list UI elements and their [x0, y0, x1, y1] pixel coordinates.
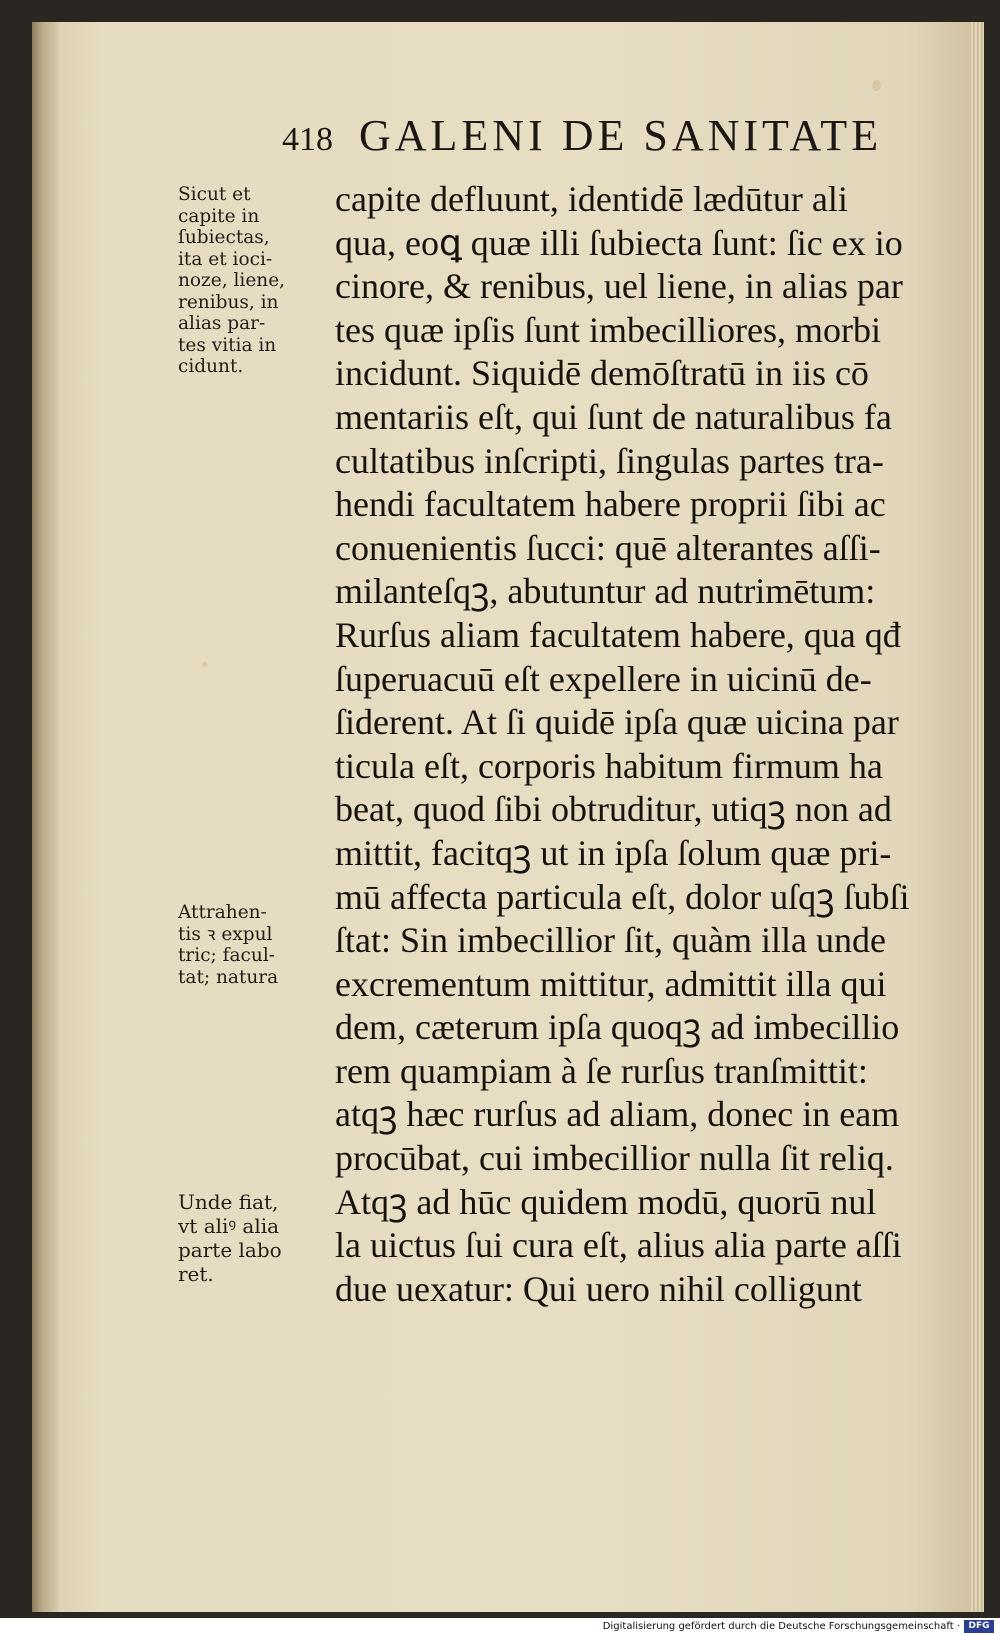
text-line: mentariis eſt, qui ſunt de naturalibus fa — [335, 396, 892, 437]
text-line: excrementum mittitur, admittit illa qui — [335, 963, 887, 1004]
text-line: cultatibus inſcripti, ſingulas partes tra- — [335, 440, 884, 481]
marginal-note-3 — [178, 1190, 328, 1286]
note-line: alias par- — [178, 313, 266, 334]
note-line: Unde fiat, — [178, 1190, 279, 1214]
text-line: capite defluunt, identidē lædūtur ali — [335, 179, 848, 219]
dfg-logo-badge: DFG — [964, 1620, 994, 1633]
text-line: ſtat: Sin imbecillior ſit, quàm illa unde — [335, 920, 886, 961]
note-line: capite in — [178, 205, 260, 227]
note-line: cidunt. — [178, 356, 244, 377]
text-line: qua, eoꝗ quæ illi ſubiecta ſunt: ſic ex io — [335, 222, 903, 263]
note-line: Attrahen- — [178, 902, 267, 923]
text-line: beat, quod ſibi obtruditur, utiqꝫ non ad — [335, 789, 892, 830]
note-line: tat; natura — [178, 966, 279, 988]
note-line: vt aliꝰ alia — [178, 1214, 280, 1238]
text-line: mittit, facitqꝫ ut in ipſa ſolum quæ pri- — [335, 832, 892, 873]
main-text-block — [335, 178, 975, 1311]
note-line: ita et ioci- — [178, 248, 273, 270]
note-line: tric; facul- — [178, 945, 275, 966]
text-line: incidunt. Siquidē demōſtratū in iis cō — [335, 353, 869, 394]
digitization-credit: Digitalisierung gefördert durch die Deutsche Forschungsgemeinschaft · — [602, 1621, 960, 1632]
note-line: ſubiectas, — [178, 227, 270, 248]
text-line: procūbat, cui imbecillior nulla ſit reliq. — [335, 1138, 894, 1179]
page-number: 418 — [282, 121, 333, 158]
text-line: cinore, & renibus, uel liene, in alias par — [335, 266, 903, 307]
text-line: ticula eſt, corporis habitum firmum ha — [335, 745, 883, 786]
text-line: milanteſqꝫ, abutuntur ad nutrimētum: — [335, 571, 876, 612]
text-line: Atqꝫ ad hūc quidem modū, quorū nul — [335, 1181, 877, 1222]
text-line: atqꝫ hæc rurſus ad aliam, donec in eam — [335, 1094, 900, 1135]
paper-stain — [202, 662, 207, 667]
book-page — [32, 22, 984, 1612]
text-line: tes quæ ipſis ſunt imbecilliores, morbi — [335, 309, 881, 350]
text-line: ſiderent. At ſi quidē ipſa quæ uicina par — [335, 702, 899, 743]
text-line: ſuperuacuū eſt expellere in uicinū de- — [335, 658, 872, 699]
text-line: hendi facultatem habere proprii ſibi ac — [335, 484, 886, 525]
text-line: Rurſus aliam facultatem habere, qua qđ — [335, 614, 901, 655]
note-line: noze, liene, — [178, 270, 286, 291]
note-line: tes vitia in — [178, 334, 277, 356]
note-line: parte labo — [178, 1238, 282, 1262]
note-line: renibus, in — [178, 291, 279, 313]
note-line: tis ꝛ expul — [178, 923, 273, 945]
paper-stain — [872, 80, 881, 91]
running-title: GALENI DE SANITATE — [359, 111, 883, 160]
marginal-note-1 — [178, 184, 328, 378]
note-line: ret. — [178, 1262, 214, 1286]
binding-gutter — [32, 22, 58, 1612]
text-line: mū affecta particula eſt, dolor uſqꝫ ſubſi — [335, 876, 910, 917]
marginal-note-2 — [178, 902, 328, 988]
text-line: conuenientis ſucci: quē alterantes aſſi- — [335, 527, 881, 568]
running-head — [282, 110, 962, 166]
text-line: due uexatur: Qui uero nihil colligunt — [335, 1268, 862, 1309]
text-line: la uictus ſui cura eſt, alius alia parte aſſi — [335, 1225, 902, 1266]
text-line: dem, cæterum ipſa quoqꝫ ad imbecillio — [335, 1007, 900, 1048]
note-line: Sicut et — [178, 184, 251, 205]
text-line: rem quampiam à ſe rurſus tranſmittit: — [335, 1050, 868, 1091]
